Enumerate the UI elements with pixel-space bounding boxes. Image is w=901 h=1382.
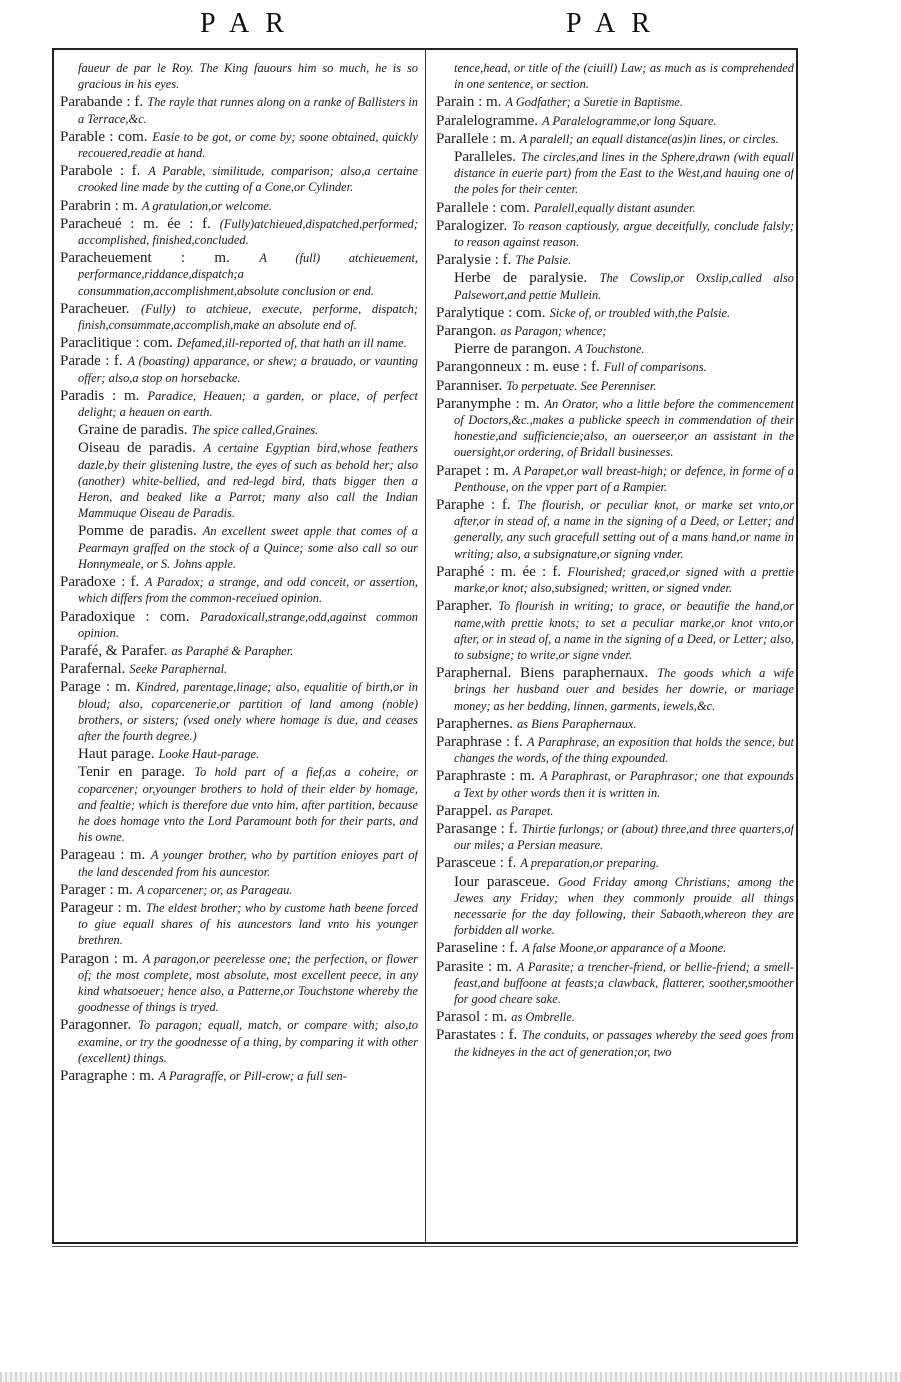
entry-headword: Parasite : m.	[436, 958, 512, 975]
entry-definition: Kindred, parentage,linage; also, equalitie of birth,or in bloud; also, coparcenerie,or partition of land among (noble) brothers, or sisters; (vsed onely where homage is due, and ceases after the fourth degree.)	[78, 680, 418, 743]
entry-headword: Paradoxe : f.	[60, 574, 140, 591]
dictionary-entry	[60, 679, 418, 744]
entry-headword: Parastates : f.	[436, 1027, 518, 1044]
entry-definition: A Paragraffe, or Pill-crow; a full sen-	[158, 1068, 347, 1083]
dictionary-entry	[60, 609, 418, 641]
entry-headword: Paraphernes.	[436, 715, 514, 732]
entry-headword: Parage : m.	[60, 679, 131, 696]
entry-definition: A gratulation,or welcome.	[141, 198, 272, 213]
entry-definition: The conduits, or passages whereby the seed goes from the kidneyes in the act of generation;or, two	[454, 1028, 794, 1059]
dictionary-entry	[60, 764, 418, 845]
entry-headword: Parallele : m.	[436, 130, 516, 147]
entry-definition: Good Friday among Christians; among the Jewes any Friday; when they commonly prouide all things necessarie for the day following, their Sabaoth,whereon they are forbidden all worke.	[454, 874, 794, 938]
entry-definition: To flourish in writing; to grace, or beautifie the hand,or name,with prettie knots; to set a peculiar marke,or knot vnto,or after, or in stead of, a name in the signing of a Deed, or Letter; also, to subsigne; to write,or signe vnder.	[454, 599, 794, 662]
column-divider	[425, 50, 426, 1242]
dictionary-entry	[436, 940, 794, 956]
dictionary-entry	[436, 252, 794, 268]
dictionary-entry	[436, 564, 794, 596]
entry-headword: Pierre de parangon.	[454, 341, 572, 358]
entry-headword: Parabrin : m.	[60, 197, 138, 214]
dictionary-entry	[436, 874, 794, 939]
entry-headword: Parabole : f.	[60, 163, 141, 180]
entry-definition: The Cowslip,or Oxslip,called also Palsewort,and pettie Mullein.	[454, 271, 794, 302]
entry-headword: Paralogizer.	[436, 217, 508, 234]
entry-headword: Paraphrase : f.	[436, 733, 523, 750]
dictionary-entry	[60, 951, 418, 1016]
entry-definition: A (boasting) apparance, or shew; a brauado, or vaunting offer; also,a stop on horsebacke.	[78, 354, 418, 385]
dictionary-entry	[60, 198, 418, 214]
dictionary-entry	[60, 250, 418, 299]
dictionary-entry	[436, 855, 794, 871]
entry-headword: Paralytique : com.	[436, 304, 546, 321]
entry-headword: Paradis : m.	[60, 387, 140, 404]
dictionary-entry	[436, 113, 794, 129]
dictionary-entry	[436, 821, 794, 853]
dictionary-entry	[436, 1009, 794, 1025]
dictionary-entry	[436, 149, 794, 198]
dictionary-entry	[436, 305, 794, 321]
entry-definition: Sicke of, or troubled with,the Palsie.	[549, 305, 731, 320]
dictionary-entry	[436, 716, 794, 732]
entry-headword: Graine de paradis.	[78, 422, 188, 439]
dictionary-entry	[436, 598, 794, 663]
dictionary-entry	[436, 463, 794, 495]
entry-headword: Paraphe : f.	[436, 497, 511, 514]
entry-definition: tence,head, or title of the (ciuill) Law; as much as is comprehended in one sentence, or section.	[454, 61, 794, 92]
entry-definition: To perpetuate. See Perenniser.	[506, 378, 657, 393]
left-column	[60, 60, 418, 1232]
dictionary-entry	[60, 900, 418, 949]
dictionary-entry	[60, 1068, 418, 1084]
entry-definition: To hold part of a fief,as a coheire, or coparcener; or,younger brothers to hold of their elder by homage, and fealtie; which is therefore due vnto him, after partition, because he does homage vnto the Lord Paramount both for their parts, and his owne.	[78, 765, 418, 845]
entry-definition: The spice called,Graines.	[191, 423, 319, 438]
dictionary-entry	[436, 665, 794, 714]
entry-headword: Parallele : com.	[436, 199, 530, 216]
entry-headword: Iour parasceue.	[454, 873, 550, 890]
bottom-rule	[52, 1243, 798, 1247]
entry-definition: A certaine Egyptian bird,whose feathers dazle,by their glistening lustre, the eyes of such as behold her; also (another) white-bellied, and red-legd bird, thats bigger then a Heron, and beaked like a Parrot; many also call the Indian Mammuque Oiseau de Paradis.	[78, 441, 418, 521]
entry-headword: Parasceue : f.	[436, 855, 517, 872]
dictionary-entry	[60, 60, 418, 92]
dictionary-entry	[60, 847, 418, 879]
entry-definition: The goods which a wife brings her husband ouer and besides her dowrie, or mariage money; as her bedding, linnen, garments, iewels,&c.	[454, 666, 794, 713]
dictionary-entry	[436, 60, 794, 92]
entry-definition: Flourished; graced,or signed with a prettie marke,or knot; also,subsigned; written, or signed vnder.	[454, 564, 794, 596]
entry-headword: Paranymphe : m.	[436, 395, 540, 412]
entry-headword: Parapet : m.	[436, 462, 509, 479]
entry-headword: Paranniser.	[436, 377, 503, 394]
entry-headword: Paraseline : f.	[436, 940, 519, 957]
entry-definition: Thirtie furlongs; or (about) three,and three quarters,of our miles; a Persian measure.	[454, 821, 794, 853]
dictionary-entry	[436, 378, 794, 394]
entry-definition: Paradice, Heauen; a garden, or place, of perfect delight; a heauen on earth.	[78, 388, 418, 420]
entry-headword: Parade : f.	[60, 353, 123, 370]
dictionary-entry	[60, 440, 418, 521]
dictionary-entry	[60, 643, 418, 659]
entry-definition: as Biens Paraphernaux.	[517, 716, 637, 731]
entry-headword: Parain : m.	[436, 94, 502, 111]
entry-definition: Looke Haut-parage.	[158, 747, 260, 762]
entry-headword: Parageau : m.	[60, 847, 146, 864]
entry-headword: Haut parage.	[78, 746, 155, 763]
entry-definition: Paradoxicall,strange,odd,against common opinion.	[78, 609, 418, 640]
entry-definition: as Paragon; whence;	[500, 324, 607, 339]
entry-headword: Paragonner.	[60, 1017, 132, 1034]
entry-definition: A Parable, similitude, comparison; also,a certaine crooked line made by the cutting of a Cone,or Cylinder.	[78, 164, 418, 195]
entry-headword: Pomme de paradis.	[78, 523, 197, 540]
entry-headword: Parasange : f.	[436, 820, 518, 837]
entry-definition: A coparcener; or, as Parageau.	[136, 882, 293, 897]
entry-headword: Parangon.	[436, 323, 497, 340]
entry-headword: Paraclitique : com.	[60, 335, 173, 352]
entry-headword: Parangonneux : m. euse : f.	[436, 359, 600, 376]
dictionary-entry	[436, 218, 794, 250]
entry-definition: A Paralelogramme,or long Square.	[542, 113, 717, 128]
entry-definition: An Orator, who a little before the commencement of Doctors,&c.,makes a publicke speech in commendation of their honestie,and sufficiencie;also, an ouerseer,or an assistant in the ouersight,or ordering, of Bridall businesses.	[454, 396, 794, 460]
entry-definition: Paralell,equally distant asunder.	[533, 200, 696, 215]
running-head-left: PAR	[200, 8, 300, 39]
dictionary-entry	[436, 959, 794, 1008]
entry-definition: The Palsie.	[515, 253, 572, 268]
entry-definition: A Touchstone.	[575, 342, 645, 357]
scan-edge	[0, 1372, 901, 1382]
entry-definition: (Fully) to atchieue, execute, performe, dispatch; finish,consummate,accomplish,make an absolute end of.	[78, 301, 418, 333]
dictionary-entry	[436, 323, 794, 339]
entry-definition: A preparation,or preparing.	[520, 856, 660, 871]
entry-headword: Oiseau de paradis.	[78, 440, 196, 457]
entry-headword: Paralysie : f.	[436, 252, 512, 269]
entry-headword: Paralelogramme.	[436, 112, 539, 129]
dictionary-entry	[60, 523, 418, 572]
entry-definition: The eldest brother; who by custome hath beene forced to giue equall shares of his auncestors land vnto his younger brethren.	[78, 900, 418, 948]
entry-definition: A (full) atchieuement, performance,riddance,dispatch;a consummation,accomplishment,absolute conclusion or end.	[78, 251, 418, 298]
entry-definition: The rayle that runnes along on a ranke of Ballisters in a Terrace,&c.	[78, 95, 418, 126]
entry-definition: The flourish, or peculiar knot, or marke set vnto,or after,or in stead of, a name in the signing of a Deed, or Letter; and generally, any such gracefull setting out of a mans hand,or name in writing; also, a subsignature,or signing vnder.	[454, 498, 794, 561]
entry-definition: To paragon; equall, match, or compare with; also,to examine, or try the goodnesse of a thing, by comparing it with other (excellent) things.	[78, 1018, 418, 1065]
dictionary-entry	[60, 422, 418, 438]
dictionary-entry	[436, 359, 794, 375]
entry-headword: Paracheuement : m.	[60, 250, 230, 267]
entry-headword: Paracheuer.	[60, 300, 130, 317]
dictionary-entry	[60, 661, 418, 677]
entry-definition: A paragon,or peerelesse one; the perfection, or flower of; the most complete, most absolute, most excellent peece, in any kind whatsoeuer; hence also, a Patterne,or Touchstone whereby the goodnesse of things is tryed.	[78, 951, 418, 1015]
dictionary-entry	[60, 1017, 418, 1066]
dictionary-entry	[60, 129, 418, 161]
dictionary-entry	[436, 200, 794, 216]
dictionary-entry	[436, 1027, 794, 1059]
dictionary-entry	[436, 341, 794, 357]
dictionary-entry	[60, 163, 418, 195]
entry-definition: A paralell; an equall distance(as)in lines, or circles.	[519, 131, 779, 146]
entry-headword: Paracheué : m. ée : f.	[60, 215, 211, 232]
right-column	[436, 60, 794, 1232]
entry-definition: as Parapet.	[496, 803, 554, 818]
dictionary-entry	[60, 388, 418, 420]
dictionary-entry	[436, 396, 794, 461]
entry-definition: (Fully)atchieued,dispatched,performed; accomplished, finished,concluded.	[78, 216, 418, 248]
entry-definition: To reason captiously, argue deceitfully, conclude falsly; to reason against reason.	[454, 218, 794, 250]
entry-headword: Paraphraste : m.	[436, 768, 535, 785]
running-head-right: PAR	[566, 8, 666, 39]
dictionary-entry	[60, 574, 418, 606]
entry-headword: Paragon : m.	[60, 950, 138, 967]
entry-definition: Defamed,ill-reported of, that hath an ill name.	[176, 336, 407, 351]
entry-definition: A Paraphrast, or Paraphrasor; one that expounds a Text by other words then it is written in.	[454, 769, 794, 800]
entry-definition: faueur de par le Roy. The King fauours him so much, he is so gracious in his eyes.	[78, 61, 418, 92]
entry-definition: A Parasite; a trencher-friend, or bellie-friend; a smell-feast,and buffoone at feasts;a clawback, flatterer, soother,smoother for good cheare sake.	[454, 959, 794, 1006]
entry-definition: A Godfather; a Suretie in Baptisme.	[505, 95, 683, 110]
entry-headword: Herbe de paralysie.	[454, 270, 588, 287]
dictionary-entry	[436, 734, 794, 766]
entry-definition: as Paraphé & Parapher.	[171, 643, 294, 658]
entry-definition: Easie to be got, or come by; soone obtained, quickly recouered,readie at hand.	[78, 129, 418, 161]
entry-definition: An excellent sweet apple that comes of a Pearmayn graffed on the stock of a Quince; some also call so our Honnymeale, or S. Johns apple.	[78, 524, 418, 571]
dictionary-entry	[60, 301, 418, 333]
dictionary-entry	[436, 497, 794, 562]
dictionary-entry	[60, 353, 418, 385]
dictionary-entry	[60, 746, 418, 762]
dictionary-entry	[436, 131, 794, 147]
entry-headword: Parable : com.	[60, 128, 148, 145]
entry-headword: Parapher.	[436, 598, 493, 615]
entry-definition: Seeke Paraphernal.	[129, 662, 228, 677]
entry-definition: Full of comparisons.	[603, 360, 707, 375]
entry-headword: Paradoxique : com.	[60, 608, 190, 625]
entry-definition: The circles,and lines in the Sphere,drawn (with equall distance in euerie part) from the East to the West,and hauing one of the poles for their center.	[454, 150, 794, 197]
entry-headword: Parappel.	[436, 802, 493, 819]
dictionary-entry	[60, 94, 418, 126]
entry-headword: Parafernal.	[60, 661, 126, 678]
dictionary-entry	[60, 882, 418, 898]
dictionary-entry	[436, 768, 794, 800]
entry-headword: Paraphé : m. ée : f.	[436, 563, 562, 580]
entry-definition: A Paradox; a strange, and odd conceit, or assertion, which differs from the common-receiued opinion.	[78, 575, 418, 606]
entry-headword: Paragraphe : m.	[60, 1067, 155, 1084]
dictionary-entry	[60, 335, 418, 351]
entry-definition: A Paraphrase, an exposition that holds the sence, but changes the words, of the thing expounded.	[454, 734, 794, 766]
entry-headword: Parabande : f.	[60, 94, 144, 111]
entry-headword: Paraphernal. Biens paraphernaux.	[436, 665, 649, 682]
dictionary-entry	[436, 94, 794, 110]
entry-headword: Tenir en parage.	[78, 764, 186, 781]
dictionary-entry	[436, 803, 794, 819]
entry-headword: Parasol : m.	[436, 1009, 508, 1026]
dictionary-entry	[60, 216, 418, 248]
entry-headword: Parageur : m.	[60, 899, 142, 916]
entry-definition: A Parapet,or wall breast-high; or defence, in forme of a Penthouse, on the vpper part of a Rampier.	[454, 463, 794, 494]
entry-definition: as Ombrelle.	[511, 1010, 575, 1025]
entry-definition: A younger brother, who by partition enioyes part of the land descended from his auncestor.	[78, 848, 418, 879]
entry-headword: Parager : m.	[60, 881, 133, 898]
dictionary-entry	[436, 270, 794, 302]
entry-definition: A false Moone,or apparance of a Moone.	[522, 941, 727, 956]
entry-headword: Parafé, & Parafer.	[60, 642, 168, 659]
entry-headword: Paralleles.	[454, 149, 517, 166]
